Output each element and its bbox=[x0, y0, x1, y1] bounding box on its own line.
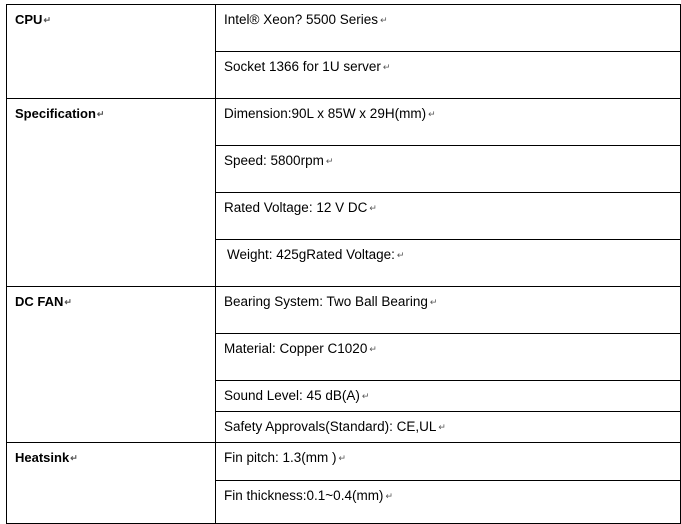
value-text: Dimension:90L x 85W x 29H(mm) bbox=[224, 106, 427, 121]
table-row bbox=[7, 5, 681, 52]
row-label-specification bbox=[7, 99, 216, 287]
table-row bbox=[7, 99, 681, 146]
paragraph-mark-icon: ↵ bbox=[429, 297, 438, 307]
value-cell bbox=[216, 287, 681, 334]
paragraph-mark-icon: ↵ bbox=[64, 297, 72, 307]
paragraph-mark-icon: ↵ bbox=[43, 15, 51, 25]
value-text: Material: Copper C1020 bbox=[224, 341, 368, 356]
value-cell bbox=[216, 443, 681, 481]
value-cell bbox=[216, 52, 681, 99]
value-cell bbox=[216, 193, 681, 240]
value-cell bbox=[216, 334, 681, 381]
value-text: Rated Voltage: 12 V DC bbox=[224, 200, 368, 215]
label-text: Specification bbox=[15, 106, 96, 121]
paragraph-mark-icon: ↵ bbox=[385, 491, 393, 501]
row-label-cpu bbox=[7, 5, 216, 99]
value-cell bbox=[216, 381, 681, 412]
value-cell bbox=[216, 240, 681, 287]
value-text: Safety Approvals(Standard): CE,UL bbox=[224, 419, 437, 434]
label-text: CPU bbox=[15, 12, 43, 27]
paragraph-mark-icon: ↵ bbox=[369, 203, 377, 213]
value-cell bbox=[216, 412, 681, 443]
paragraph-mark-icon: ↵ bbox=[338, 453, 347, 463]
table-row bbox=[7, 443, 681, 481]
paragraph-mark-icon: ↵ bbox=[428, 109, 436, 119]
value-text: Socket 1366 for 1U server bbox=[224, 59, 381, 74]
paragraph-mark-icon: ↵ bbox=[325, 156, 334, 166]
value-text: Intel® Xeon? 5500 Series bbox=[224, 12, 379, 27]
paragraph-mark-icon: ↵ bbox=[380, 15, 388, 25]
row-label-dc-fan bbox=[7, 287, 216, 443]
paragraph-mark-icon: ↵ bbox=[438, 422, 446, 432]
value-text: Speed: 5800rpm bbox=[224, 153, 324, 168]
value-cell bbox=[216, 146, 681, 193]
paragraph-mark-icon: ↵ bbox=[396, 250, 405, 260]
value-cell bbox=[216, 99, 681, 146]
value-text: Bearing System: Two Ball Bearing bbox=[224, 294, 428, 309]
value-cell bbox=[216, 5, 681, 52]
value-cell bbox=[216, 481, 681, 524]
specification-table bbox=[6, 4, 681, 524]
table-row bbox=[7, 287, 681, 334]
value-text: Sound Level: 45 dB(A) bbox=[224, 388, 360, 403]
paragraph-mark-icon: ↵ bbox=[361, 391, 370, 401]
paragraph-mark-icon: ↵ bbox=[382, 62, 391, 72]
value-text: Fin thickness:0.1~0.4(mm) bbox=[224, 488, 384, 503]
paragraph-mark-icon: ↵ bbox=[70, 453, 78, 463]
row-label-heatsink bbox=[7, 443, 216, 524]
value-text: Fin pitch: 1.3(mm ) bbox=[224, 450, 337, 465]
label-text: Heatsink bbox=[15, 450, 70, 465]
paragraph-mark-icon: ↵ bbox=[369, 344, 377, 354]
value-text: Weight: 425gRated Voltage: bbox=[227, 247, 395, 262]
label-text: DC FAN bbox=[15, 294, 64, 309]
paragraph-mark-icon: ↵ bbox=[96, 109, 105, 119]
